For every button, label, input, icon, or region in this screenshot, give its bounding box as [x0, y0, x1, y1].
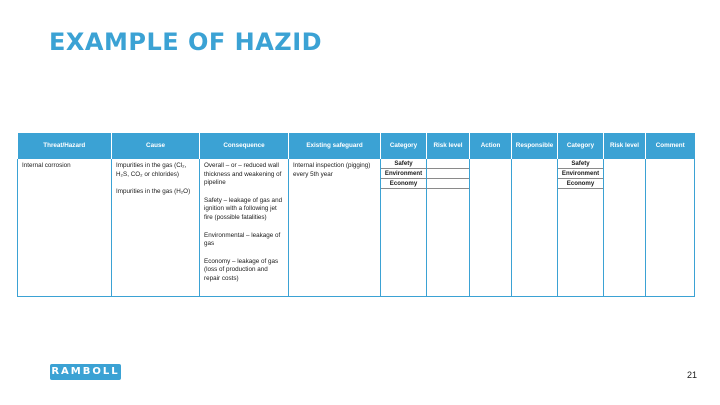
hazid-table [17, 133, 695, 297]
header-category-after: Category [558, 133, 604, 159]
category-after-item: Environment [558, 169, 603, 179]
page-number: 21 [686, 370, 697, 380]
threat-cell [18, 159, 112, 296]
safeguard-text: Internal inspection (pigging) every 5th year [293, 162, 371, 178]
table-header-row [18, 133, 695, 159]
category-item: Environment [381, 169, 426, 179]
category-item: Safety [381, 159, 426, 169]
consequence-cell [200, 159, 289, 296]
action-cell [470, 159, 512, 296]
header-action: Action [470, 133, 512, 159]
threat-text: Internal corrosion [22, 162, 71, 169]
header-comment: Comment [646, 133, 695, 159]
category-item: Economy [381, 179, 426, 189]
header-cause: Cause [112, 133, 200, 159]
cause-item: Impurities in the gas (Cl₂, H₂S, CO₂ or chlorides) [116, 162, 187, 178]
header-threat-hazard: Threat/Hazard [18, 133, 112, 159]
risk-level-cell [427, 159, 470, 296]
ramboll-logo: RAMBOLL [50, 364, 121, 380]
risk-level-after-cell [604, 159, 646, 296]
category-cell [381, 159, 427, 296]
consequence-item: Environmental – leakage of gas [204, 231, 281, 248]
category-after-item: Economy [558, 179, 603, 189]
comment-cell [646, 159, 695, 296]
header-consequence: Consequence [200, 133, 289, 159]
cause-cell [112, 159, 200, 296]
category-after-cell [558, 159, 604, 296]
consequence-item: Economy – leakage of gas (loss of production and repair costs) [204, 257, 279, 282]
header-responsible: Responsible [512, 133, 558, 159]
consequence-item: Overall – or – reduced wall thickness and weakening of pipeline [204, 162, 282, 187]
table-row [18, 159, 695, 296]
header-existing-safeguard: Existing safeguard [289, 133, 381, 159]
risk-level-slot [427, 159, 469, 169]
header-risk-level: Risk level [427, 133, 470, 159]
consequence-item: Safety – leakage of gas and ignition with a following jet fire (possible fatalities) [204, 196, 283, 221]
header-category: Category [381, 133, 427, 159]
risk-level-slot [427, 179, 469, 189]
cause-item: Impurities in the gas (H₂O) [116, 188, 191, 196]
category-after-item: Safety [558, 159, 603, 169]
safeguard-cell [289, 159, 381, 296]
slide-title: EXAMPLE OF HAZID [49, 28, 323, 56]
header-risk-level-after: Risk level [604, 133, 646, 159]
risk-level-slot [427, 169, 469, 179]
responsible-cell [512, 159, 558, 296]
